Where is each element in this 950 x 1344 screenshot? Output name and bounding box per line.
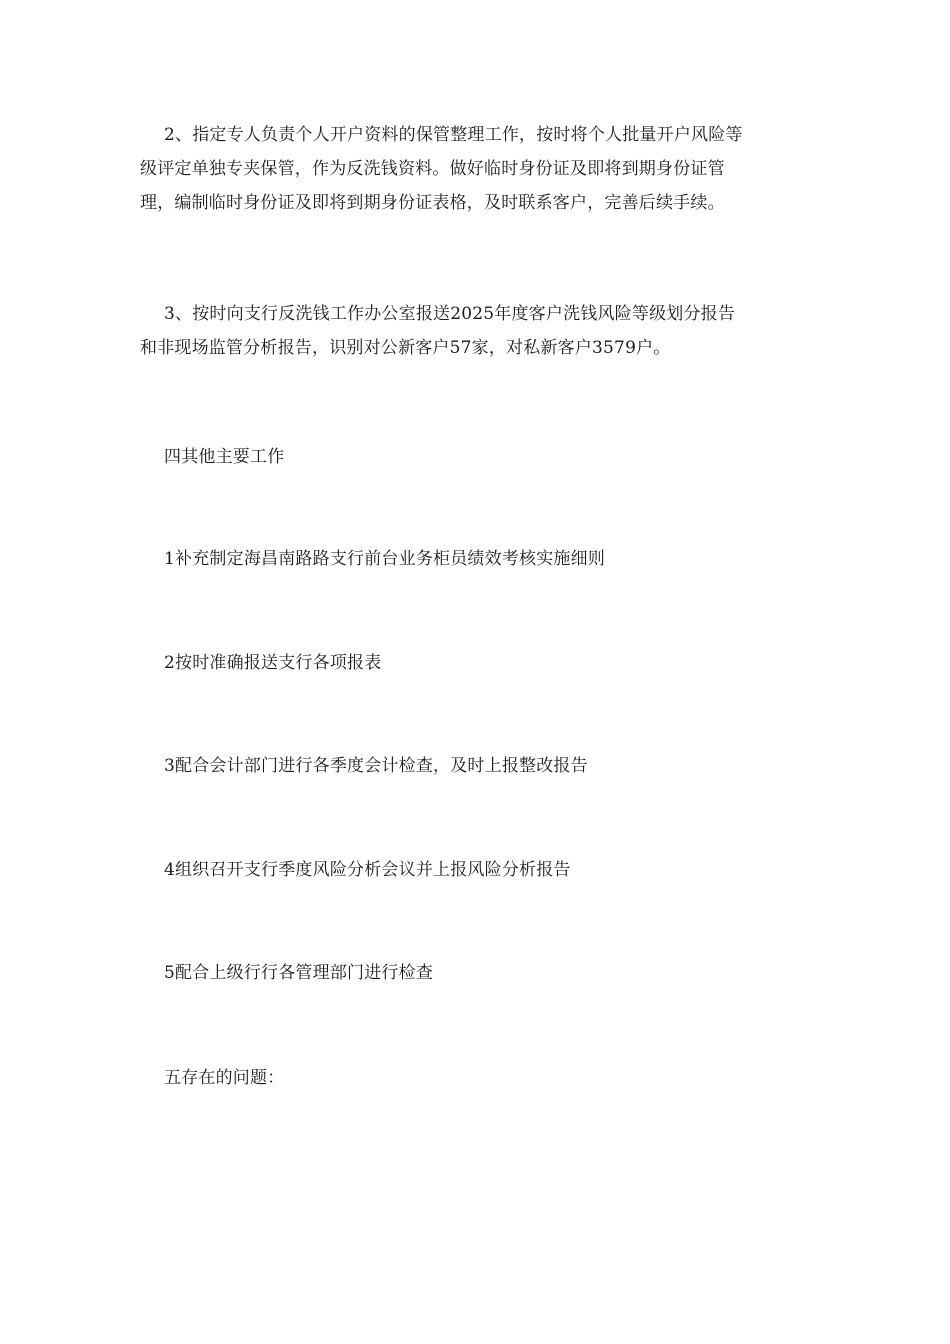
section-heading-4: 四其他主要工作 xyxy=(164,447,285,467)
paragraph-line: 理，编制临时身份证及即将到期身份证表格，及时联系客户，完善后续手续。 xyxy=(140,193,725,213)
paragraph-line: 和非现场监管分析报告，识别对公新客户57家，对私新客户3579户。 xyxy=(140,338,671,358)
paragraph-item-2 xyxy=(140,118,804,220)
paragraph-item-3 xyxy=(140,297,804,365)
paragraph-line: 3、按时向支行反洗钱工作办公室报送2025年度客户洗钱风险等级划分报告 xyxy=(164,304,736,324)
list-item: 3配合会计部门进行各季度会计检查，及时上报整改报告 xyxy=(164,756,588,776)
section-heading-5: 五存在的问题： xyxy=(164,1068,285,1088)
list-item: 4组织召开支行季度风险分析会议并上报风险分析报告 xyxy=(164,860,571,880)
list-item: 1补充制定海昌南路路支行前台业务柜员绩效考核实施细则 xyxy=(164,549,606,569)
list-item: 2按时准确报送支行各项报表 xyxy=(164,653,382,673)
list-item: 5配合上级行行各管理部门进行检查 xyxy=(164,963,434,983)
paragraph-line: 级评定单独专夹保管，作为反洗钱资料。做好临时身份证及即将到期身份证管 xyxy=(140,159,725,179)
paragraph-line: 2、指定专人负责个人开户资料的保管整理工作，按时将个人批量开户风险等 xyxy=(164,125,743,145)
